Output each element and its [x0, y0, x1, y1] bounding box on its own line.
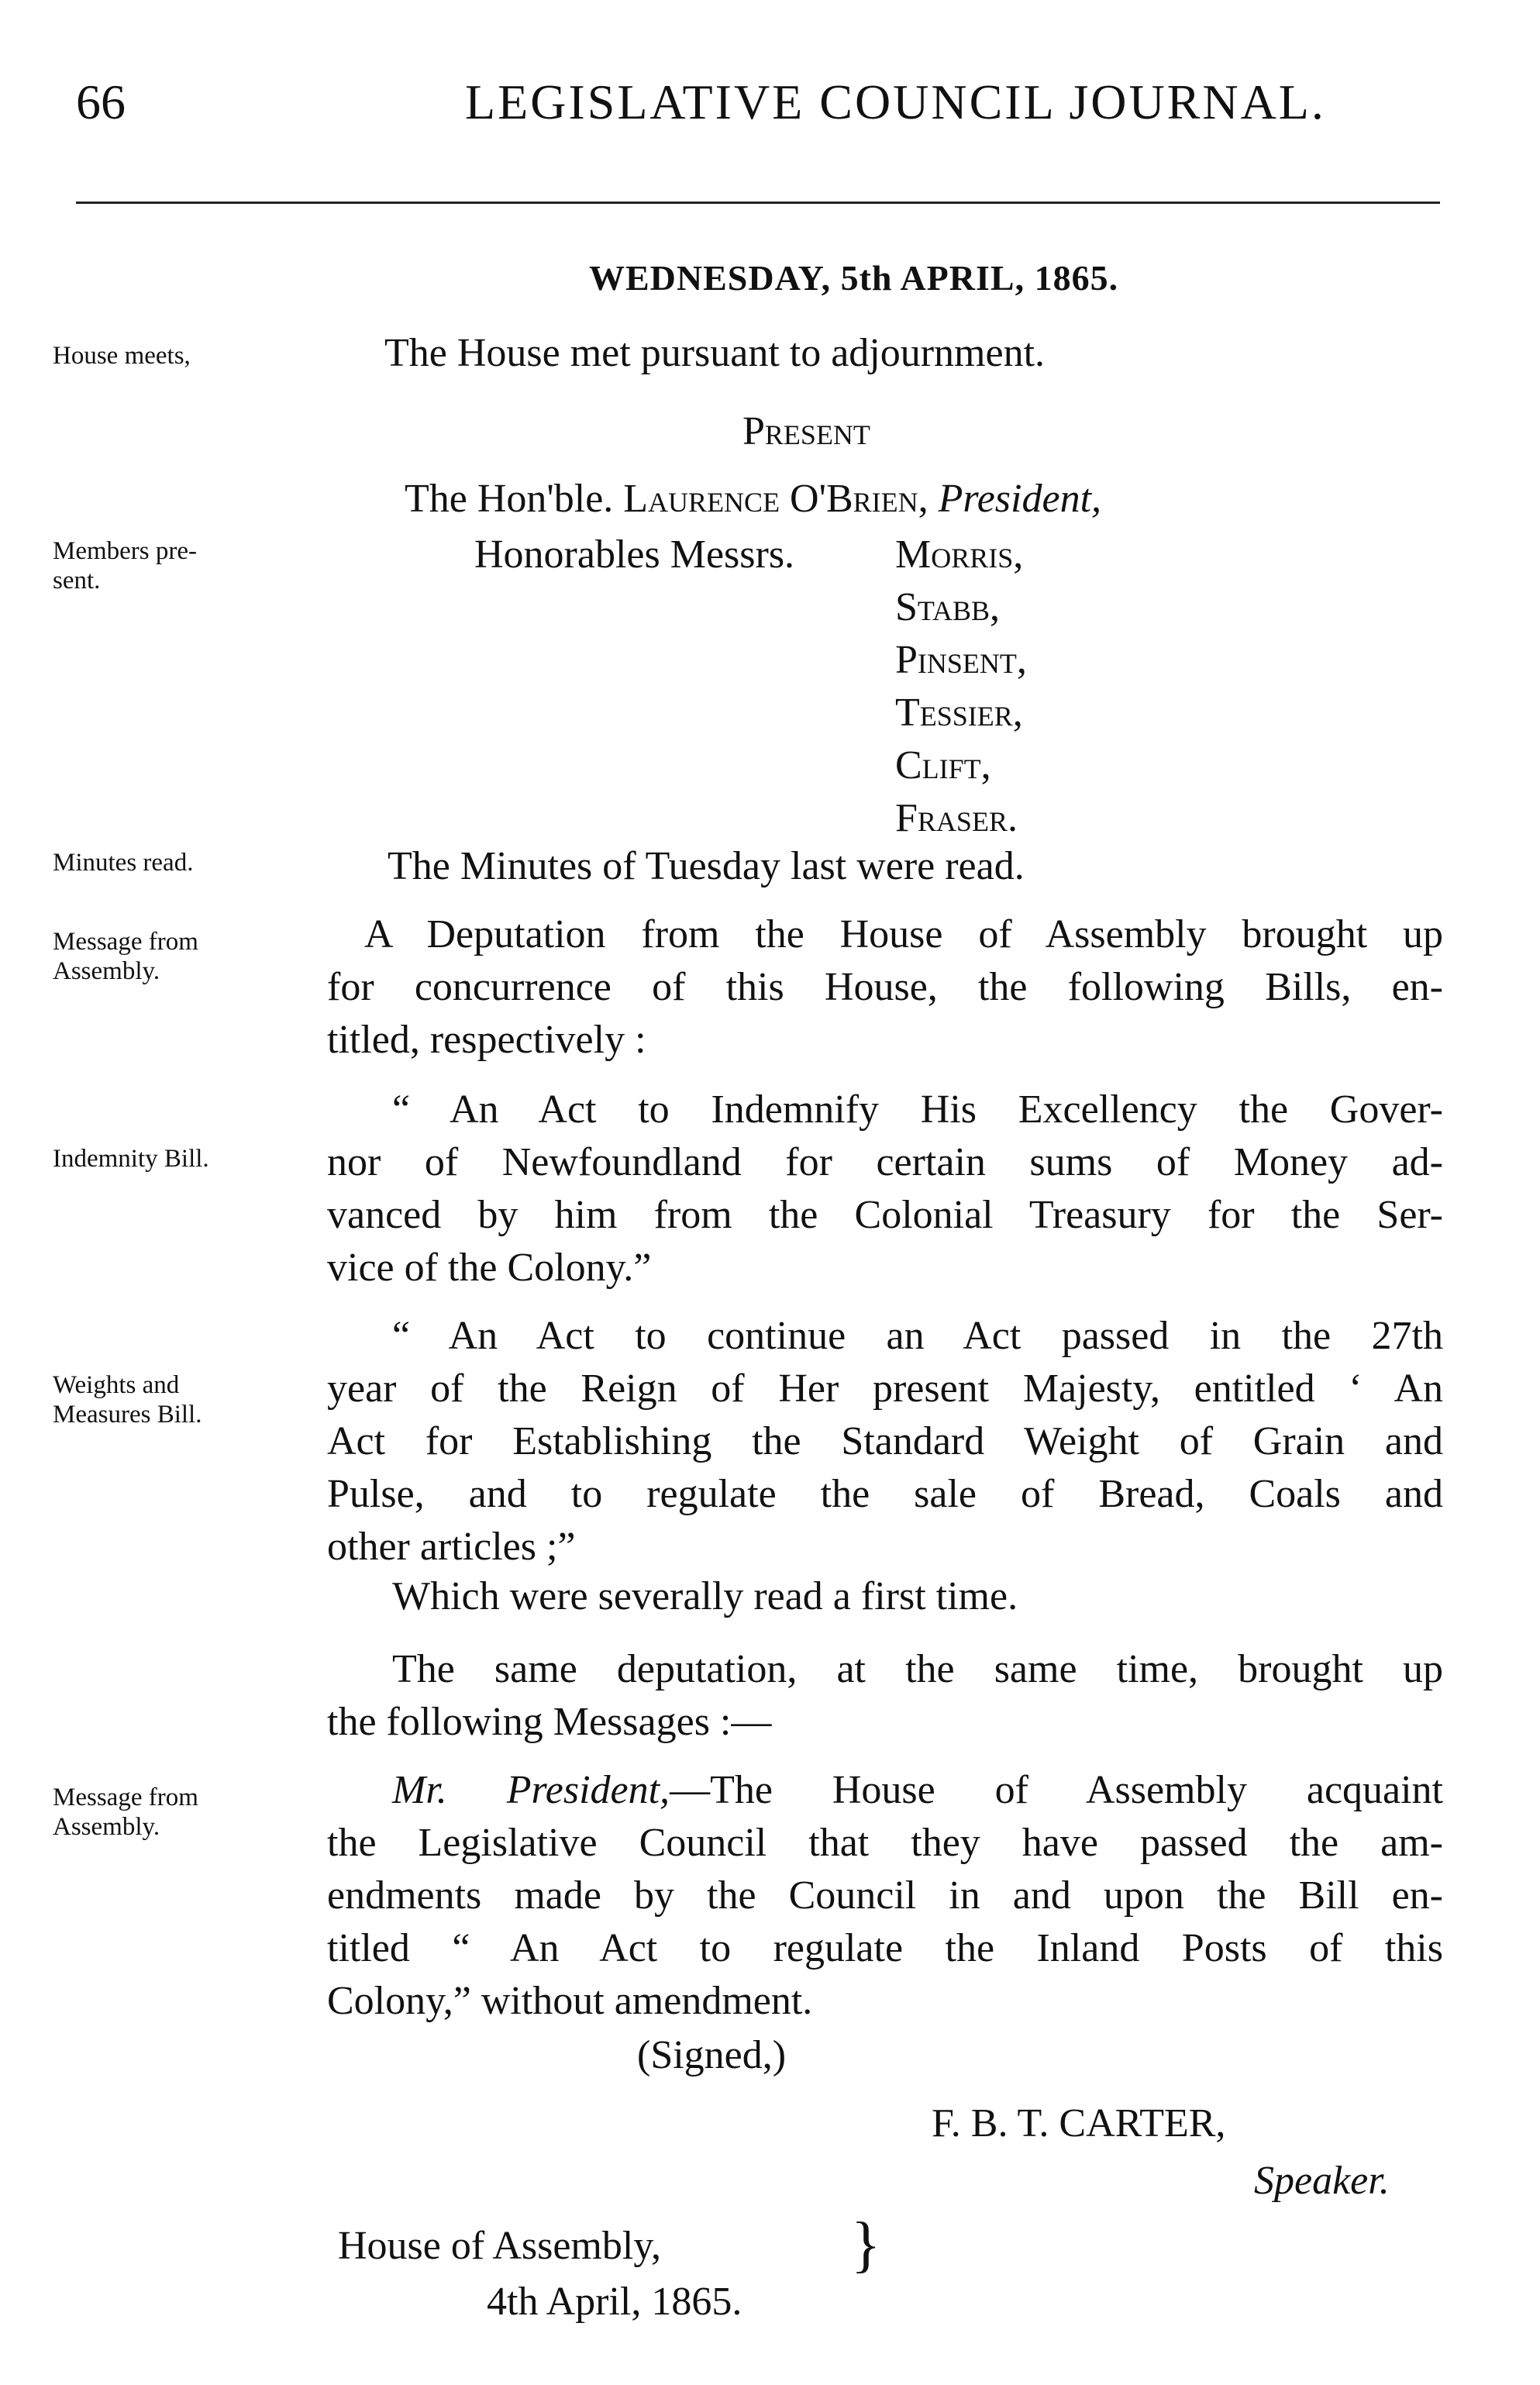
text-line: for concurrence of this House, the following Bills, en- [327, 965, 1443, 1009]
indemnity-bill-paragraph [327, 1084, 1443, 1294]
opening-line: The House met pursuant to adjournment. [384, 331, 1046, 375]
president-name: Laurence O'Brien, [623, 477, 928, 521]
dateline-date: 4th April, 1865. [487, 2280, 742, 2324]
margin-note-text: Message from [53, 1784, 198, 1811]
weights-bill-paragraph [327, 1310, 1443, 1573]
message-salutation: Mr. President, [392, 1768, 670, 1812]
deputation-paragraph [327, 908, 1443, 1067]
text-line: titled, respectively : [327, 1018, 646, 1062]
margin-note-message-from-assembly [53, 927, 308, 986]
same-deputation-paragraph [327, 1643, 1443, 1749]
member-name: Stabb, [895, 585, 1001, 629]
member-name: Tessier, [895, 691, 1023, 735]
margin-note-text: Assembly. [53, 1813, 160, 1841]
text-line: Pulse, and to regulate the sale of Bread, Coals and [327, 1472, 1443, 1516]
margin-note-text: Weights and [53, 1371, 180, 1399]
text-line: endments made by the Council in and upon the Bill en- [327, 1873, 1443, 1918]
margin-note-text: House meets, [53, 342, 191, 370]
member-name: Fraser. [895, 796, 1018, 840]
text-line: “ An Act to continue an Act passed in the 27th [392, 1314, 1443, 1358]
dateline-place: House of Assembly, [338, 2224, 661, 2268]
message-first-line [327, 1764, 1443, 1817]
text-line: Act for Establishing the Standard Weight of Grain and [327, 1419, 1443, 1463]
member-name: Morris, [895, 532, 1024, 577]
margin-note-message-from-assembly-2 [53, 1783, 308, 1842]
present-heading: Present [742, 409, 870, 453]
margin-note-text: Indemnity Bill. [53, 1145, 209, 1173]
margin-note-minutes-read [53, 848, 308, 877]
speaker-title: Speaker. [1254, 2159, 1390, 2203]
member-name: Pinsent, [895, 638, 1027, 682]
president-line [405, 474, 1101, 524]
president-prefix: The Hon'ble. [405, 477, 614, 521]
date-heading: WEDNESDAY, 5th APRIL, 1865. [589, 258, 1119, 298]
text-line: vice of the Colony.” [327, 1246, 652, 1290]
first-reading-line: Which were severally read a first time. [392, 1574, 1018, 1618]
margin-note-members-present [53, 536, 308, 595]
margin-note-text: Minutes read. [53, 849, 194, 877]
margin-note-text: Assembly. [53, 957, 160, 985]
text-line: The same deputation, at the same time, brought up [392, 1647, 1443, 1691]
signed-label: (Signed,) [637, 2033, 787, 2077]
message-paragraph [327, 1764, 1443, 2028]
margin-note-house-meets [53, 341, 308, 371]
page-number: 66 [76, 74, 126, 129]
margin-note-indemnity-bill [53, 1144, 308, 1174]
margin-note-text: Members pre- [53, 537, 198, 565]
text-line: the Legislative Council that they have passed the am- [327, 1821, 1443, 1865]
text-line: the following Messages :— [327, 1700, 772, 1744]
text-line: vanced by him from the Colonial Treasury for the Ser- [327, 1193, 1443, 1237]
journal-title: LEGISLATIVE COUNCIL JOURNAL. [465, 74, 1326, 129]
margin-note-text: sent. [53, 567, 101, 595]
text-line: titled “ An Act to regulate the Inland Posts of this [327, 1926, 1443, 1970]
president-title: President, [938, 477, 1102, 521]
members-prefix: Honorables Messrs. [474, 532, 795, 577]
text-line: other articles ;” [327, 1525, 576, 1569]
message-first-line-rest: —The House of Assembly acquaint [670, 1768, 1443, 1812]
text-line: A Deputation from the House of Assembly brought up [364, 912, 1443, 956]
text-line: Colony,” without amendment. [327, 1979, 813, 2023]
minutes-line: The Minutes of Tuesday last were read. [388, 844, 1025, 888]
text-line: year of the Reign of Her present Majesty, entitled ‘ An [327, 1367, 1443, 1411]
margin-note-text: Measures Bill. [53, 1401, 202, 1429]
header-rule [76, 202, 1440, 204]
dateline-brace: } [851, 2211, 881, 2279]
text-line: “ An Act to Indemnify His Excellency the Gover- [392, 1087, 1443, 1132]
member-name: Clift, [895, 743, 991, 788]
margin-note-text: Message from [53, 928, 198, 956]
text-line: nor of Newfoundland for certain sums of Money ad- [327, 1140, 1443, 1184]
speaker-name: F. B. T. CARTER, [932, 2101, 1226, 2145]
margin-note-weights-bill [53, 1370, 308, 1429]
